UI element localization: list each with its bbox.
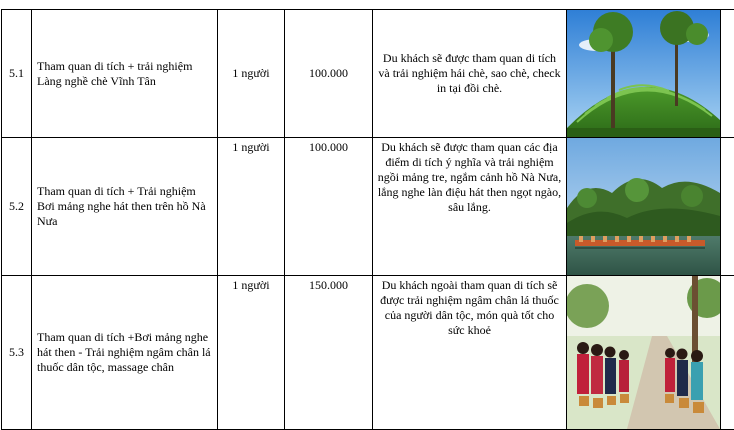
foot-soak-photo [567,276,721,430]
blank-cell [721,10,734,138]
tour-price: 100.000 [285,10,373,138]
tour-price-table [1,9,734,430]
tour-price: 100.000 [285,138,373,276]
tour-description: Du khách sẽ được tham quan các địa điểm di tích ý nghĩa và trải nghiệm ngồi mảng tre, ngắm cảnh hồ Nà Nưa, lắng nghe làn điệu hát then ngọt ngào, sâu lắng. [373,138,567,276]
tour-unit: 1 người [218,138,285,276]
blank-cell [721,276,734,430]
lake-rafting-image [567,138,720,275]
table-row [2,138,734,276]
tour-description: Du khách ngoài tham quan di tích sẽ được trải nghiệm ngâm chân lá thuốc của người dân tộc, món quà tốt cho sức khoẻ [373,276,567,430]
tour-unit: 1 người [218,10,285,138]
tour-price: 150.000 [285,276,373,430]
tour-name: Tham quan di tích +Bơi mảng nghe hát then - Trải nghiệm ngâm chân lá thuốc dân tộc, massage chân [32,276,218,430]
table-row [2,10,734,138]
row-number: 5.2 [2,138,32,276]
lake-rafting-photo [567,138,721,276]
tea-hill-photo [567,10,721,138]
tour-name: Tham quan di tích + Trải nghiệm Bơi mảng nghe hát then trên hồ Nà Nưa [32,138,218,276]
tour-unit: 1 người [218,276,285,430]
row-number: 5.3 [2,276,32,430]
tour-description: Du khách sẽ được tham quan di tích và trải nghiệm hái chè, sao chè, check in tại đồi chè. [373,10,567,138]
blank-cell [721,138,734,276]
foot-soak-image [567,276,720,429]
table-row [2,276,734,430]
tour-name: Tham quan di tích + trải nghiệm Làng nghề chè Vĩnh Tân [32,10,218,138]
tea-hill-image [567,10,720,137]
row-number: 5.1 [2,10,32,138]
